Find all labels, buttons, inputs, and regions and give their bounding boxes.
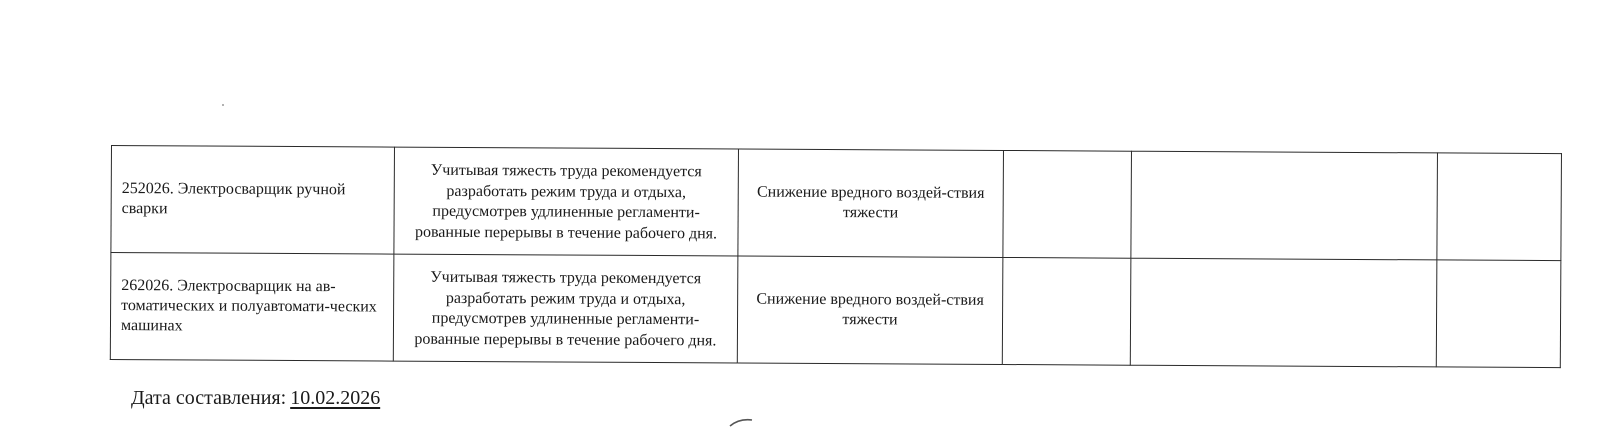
measures-table xyxy=(110,145,1562,368)
empty-cell xyxy=(1002,257,1131,365)
goal-cell: Снижение вредного воздей-ствия тяжести xyxy=(737,256,1003,364)
table-row xyxy=(110,253,1561,368)
compilation-date-value: 10.02.2026 xyxy=(290,387,381,409)
empty-cell xyxy=(1003,150,1132,258)
table-row xyxy=(111,146,1562,261)
measure-cell: Учитывая тяжесть труда рекомендуется разработать режим труда и отдыха, предусмотрев удлиненные регламенти-рованные перерывы в течение рабочего дня. xyxy=(394,147,739,256)
position-cell: 262026. Электросварщик на ав-томатических и полуавтомати-ческих машинах xyxy=(110,253,394,362)
pen-stroke-mark xyxy=(728,418,754,428)
position-cell: 252026. Электросварщик ручной сварки xyxy=(111,146,395,255)
compilation-date-label: Дата составления: xyxy=(131,387,287,409)
scan-speck xyxy=(222,104,224,106)
empty-cell xyxy=(1436,260,1561,368)
measure-cell: Учитывая тяжесть труда рекомендуется разработать режим труда и отдыха, предусмотрев удлиненные регламенти-рованные перерывы в течение рабочего дня. xyxy=(393,254,738,363)
empty-cell xyxy=(1130,258,1437,367)
compilation-date-line xyxy=(131,386,380,410)
empty-cell xyxy=(1437,153,1562,261)
empty-cell xyxy=(1131,151,1438,260)
goal-cell: Снижение вредного воздей-ствия тяжести xyxy=(738,149,1004,257)
